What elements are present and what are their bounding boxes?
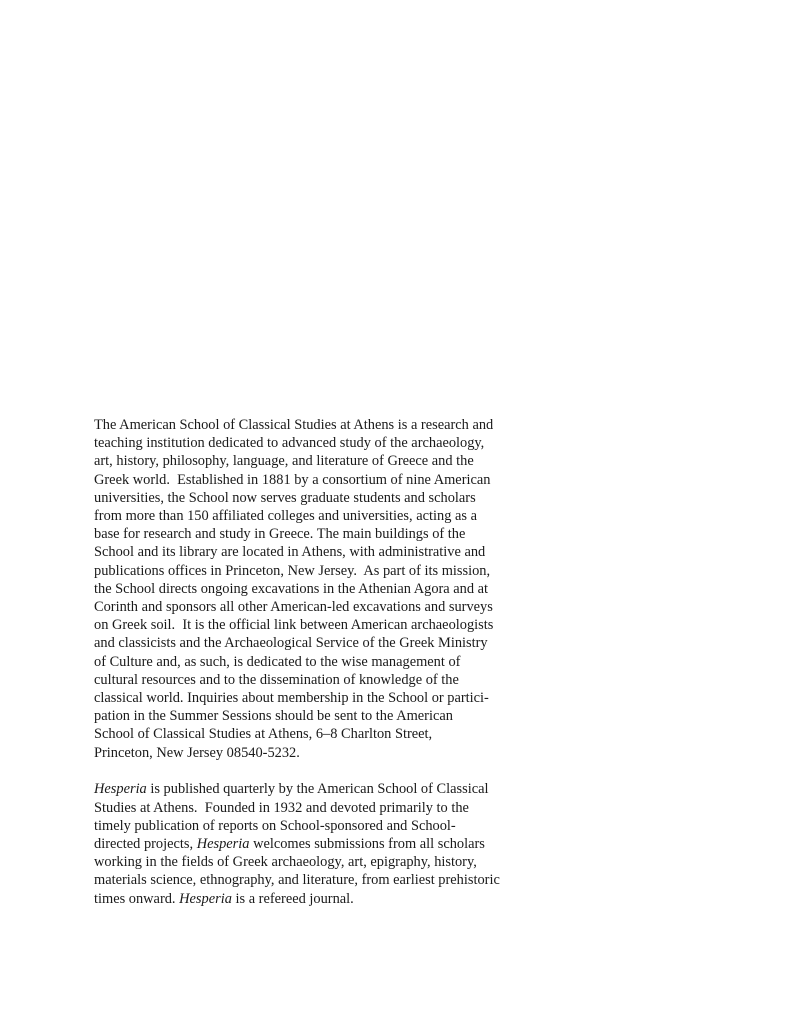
institution-description [94,416,500,908]
text-run: directed projects, [94,836,197,853]
journal-title: Hesperia [196,836,250,853]
text-line [94,890,494,908]
text-line: classical world. Inquiries about membership in the School or partici- [94,690,489,707]
text-line: Corinth and sponsors all other American-led excavations and surveys [94,599,493,616]
text-line: cultural resources and to the dissemination of knowledge of the [94,671,459,688]
text-run: is a refereed journal. [231,890,354,907]
text-line: publications offices in Princeton, New Jersey. As part of its mission, [94,562,491,579]
text-line: universities, the School now serves graduate students and scholars [94,489,476,506]
text-run: is published quarterly by the American School of Classical [146,781,489,798]
text-line: materials science, ethnography, and literature, from earliest prehistoric [94,872,500,889]
text-line: of Culture and, as such, is dedicated to the wise management of [94,653,461,670]
text-line: pation in the Summer Sessions should be sent to the American [94,708,453,725]
paragraph-journal-description [94,780,500,907]
text-run: times onward. [94,890,180,907]
text-run: welcomes submissions from all scholars [249,836,485,853]
text-line [94,780,494,798]
paragraph-school-description [94,416,494,762]
text-line: on Greek soil. It is the official link between American archaeologists [94,617,494,634]
text-line: Studies at Athens. Founded in 1932 and devoted primarily to the [94,799,469,816]
text-line: timely publication of reports on School-sponsored and School- [94,817,456,834]
text-line: the School directs ongoing excavations in the Athenian Agora and at [94,580,489,597]
text-line: art, history, philosophy, language, and literature of Greece and the [94,453,474,470]
text-line: Greek world. Established in 1881 by a consortium of nine American [94,471,491,488]
text-line: School and its library are located in Athens, with administrative and [94,544,486,561]
text-line: working in the fields of Greek archaeology, art, epigraphy, history, [94,854,477,871]
text-line: from more than 150 affiliated colleges and universities, acting as a [94,508,477,525]
journal-title: Hesperia [94,781,147,798]
text-line: and classicists and the Archaeological Service of the Greek Ministry [94,635,488,652]
journal-title: Hesperia [179,890,232,907]
text-line: School of Classical Studies at Athens, 6–8 Charlton Street, [94,726,433,743]
paragraph-spacer [94,762,494,781]
text-line: Princeton, New Jersey 08540-5232. [94,744,300,761]
text-line: base for research and study in Greece. The main buildings of the [94,526,466,543]
text-line: The American School of Classical Studies at Athens is a research and [94,417,494,433]
text-line: teaching institution dedicated to advanced study of the archaeology, [94,435,485,452]
text-line [94,835,494,853]
